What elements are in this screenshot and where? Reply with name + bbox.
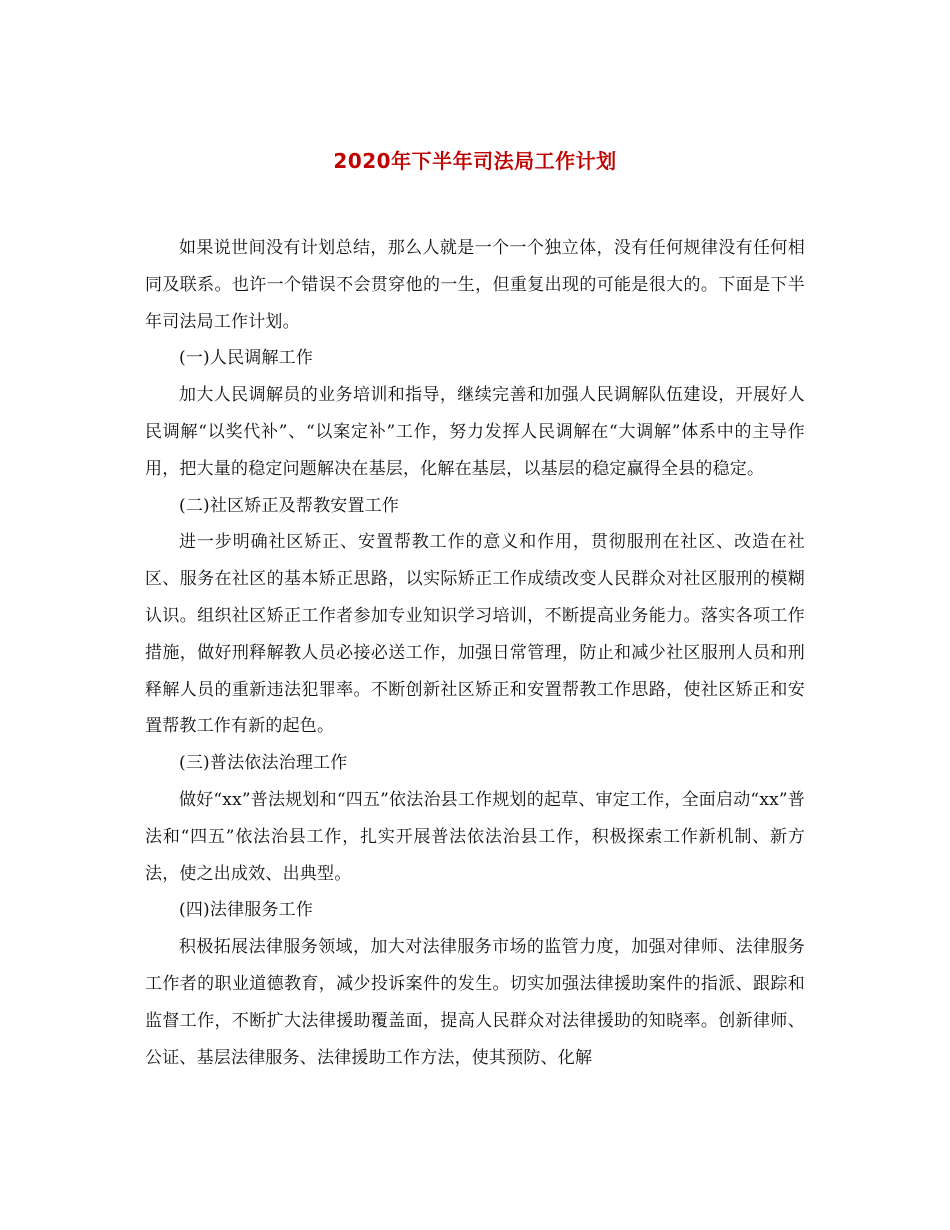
intro-paragraph: 如果说世间没有计划总结，那么人就是一个一个独立体，没有任何规律没有任何相同及联系。也许一个错误不会贯穿他的一生，但重复出现的可能是很大的。下面是下半年司法局工作计划。 [145, 238, 805, 332]
section-heading-legal-education: (三)普法依法治理工作 [179, 753, 348, 774]
community-correction-paragraph: 进一步明确社区矫正、安置帮教工作的意义和作用，贯彻服刑在社区、改造在社区、服务在社区的基本矫正思路，以实际矫正工作成绩改变人民群众对社区服刑的模糊认识。组织社区矫正工作者参加专业知识学习培训，不断提高业务能力。落实各项工作措施，做好刑释解教人员必接必送工作，加强日常管理，防止和减少社区服刑人员和刑释解人员的重新违法犯罪率。不断创新社区矫正和安置帮教工作思路，使社区矫正和安置帮教工作有新的起色。 [145, 532, 805, 737]
legal-services-paragraph: 积极拓展法律服务领域，加大对法律服务市场的监管力度，加强对律师、法律服务工作者的职业道德教育，减少投诉案件的发生。切实加强法律援助案件的指派、跟踪和监督工作，不断扩大法律援助覆盖面，提高人民群众对法律援助的知晓率。创新律师、公证、基层法律服务、法律援助工作方法，使其预防、化解 [145, 937, 805, 1068]
document-body [145, 230, 805, 1076]
section-heading-community-correction: (二)社区矫正及帮教安置工作 [179, 495, 400, 516]
section-heading-mediation: (一)人民调解工作 [179, 348, 314, 369]
section-heading-legal-services: (四)法律服务工作 [179, 900, 314, 921]
legal-education-paragraph: 做好“xx”普法规划和“四五”依法治县工作规划的起草、审定工作，全面启动“xx”普法和“四五”依法治县工作，扎实开展普法依法治县工作，积极探索工作新机制、新方法，使之出成效、出典型。 [145, 789, 805, 884]
mediation-paragraph: 加大人民调解员的业务培训和指导，继续完善和加强人民调解队伍建设，开展好人民调解“以奖代补”、“以案定补”工作，努力发挥人民调解在“大调解”体系中的主导作用，把大量的稳定问题解决在基层，化解在基层，以基层的稳定赢得全县的稳定。 [145, 385, 805, 479]
document-title: 2020年下半年司法局工作计划 [333, 149, 617, 173]
